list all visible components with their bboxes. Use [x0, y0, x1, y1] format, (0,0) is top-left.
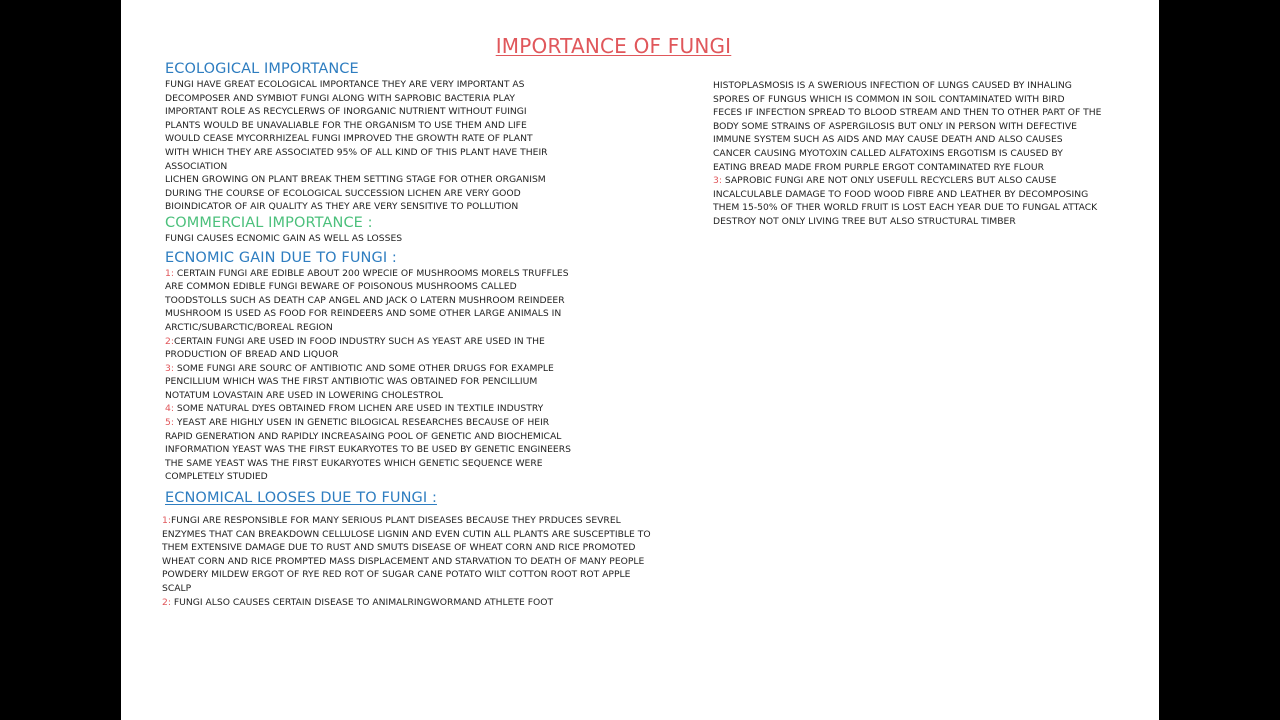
gain-item-2-first [165, 335, 675, 349]
right-line: FECES IF INFECTION SPREAD TO BLOOD STREAM AND THEN TO OTHER PART OF THE [713, 107, 1102, 119]
gain-item-5-line: INFORMATION YEAST WAS THE FIRST EUKARYOTES TO BE USED BY GENETIC ENGINEERS [165, 444, 571, 456]
gain-item-5-first [165, 416, 675, 430]
ecological-line: FUNGI HAVE GREAT ECOLOGICAL IMPORTANCE THEY ARE VERY IMPORTANT AS [165, 79, 525, 90]
loss-item-1-first [162, 514, 675, 528]
item-text: SOME NATURAL DYES OBTAINED FROM LICHEN ARE USED IN TEXTILE INDUSTRY [173, 403, 544, 415]
loss-item-1-line: ENZYMES THAT CAN BREAKDOWN CELLULOSE LIGNIN AND EVEN CUTIN ALL PLANTS ARE SUSCEPTIBLE TO [162, 528, 651, 540]
gain-item-4-first [165, 402, 675, 416]
right-line: EATING BREAD MADE FROM PURPLE ERGOT CONTAMINATED RYE FLOUR [713, 161, 1044, 173]
gain-item-5-line: THE SAME YEAST WAS THE FIRST EUKARYOTES WHICH GENETIC SEQUENCE WERE [165, 457, 543, 469]
right-column [713, 79, 1123, 229]
ecological-line: LICHEN GROWING ON PLANT BREAK THEM SETTING STAGE FOR OTHER ORGANISM [165, 174, 546, 186]
left-column [162, 60, 675, 609]
gain-item-1-line: ARE COMMON EDIBLE FUNGI BEWARE OF POISONOUS MUSHROOMS CALLED [165, 281, 517, 293]
gain-item-1-line: TOODSTOLLS SUCH AS DEATH CAP ANGEL AND JACK O LATERN MUSHROOM REINDEER [165, 294, 565, 306]
ecological-heading: ECOLOGICAL IMPORTANCE [165, 61, 359, 77]
gain-item-3-line: PENCILLIUM WHICH WAS THE FIRST ANTIBIOTIC WAS OBTAINED FOR PENCILLIUM [165, 376, 538, 388]
item-number: 1: [162, 515, 171, 527]
right-line: HISTOPLASMOSIS IS A SWERIOUS INFECTION OF LUNGS CAUSED BY INHALING [713, 80, 1072, 91]
ecological-line: WITH WHICH THEY ARE ASSOCIATED 95% OF ALL KIND OF THIS PLANT HAVE THEIR [165, 146, 548, 158]
right-item-3-first [713, 174, 1123, 188]
gain-item-5-line: COMPLETELY STUDIED [165, 471, 268, 483]
ecological-line: BIOINDICATOR OF AIR QUALITY AS THEY ARE VERY SENSITIVE TO POLLUTION [165, 201, 519, 213]
item-number: 4: [165, 403, 174, 415]
document-page [121, 0, 1159, 720]
gain-item-5-line: RAPID GENERATION AND RAPIDLY INCREASAING POOL OF GENETIC AND BIOCHEMICAL [165, 430, 562, 442]
commercial-line: FUNGI CAUSES ECNOMIC GAIN AS WELL AS LOSSES [165, 232, 403, 244]
gain-item-3-first [165, 362, 675, 376]
item-text: SOME FUNGI ARE SOURC OF ANTIBIOTIC AND SOME OTHER DRUGS FOR EXAMPLE [173, 362, 554, 374]
item-text: FUNGI ARE RESPONSIBLE FOR MANY SERIOUS PLANT DISEASES BECAUSE THEY PRDUCES SEVREL [170, 515, 621, 527]
gain-item-1-line: ARCTIC/SUBARCTIC/BOREAL REGION [165, 321, 333, 333]
loss-item-1-line: SCALP [162, 583, 192, 594]
right-line: CANCER CAUSING MYOTOXIN CALLED ALFATOXINS ERGOTISM IS CAUSED BY [713, 147, 1063, 159]
item-text: CERTAIN FUNGI ARE USED IN FOOD INDUSTRY SUCH AS YEAST ARE USED IN THE [173, 335, 545, 347]
gain-item-3-line: NOTATUM LOVASTAIN ARE USED IN LOWERING CHOLESTROL [165, 389, 443, 401]
right-line: SPORES OF FUNGUS WHICH IS COMMON IN SOIL CONTAMINATED WITH BIRD [713, 93, 1065, 105]
item-number: 5: [165, 417, 174, 429]
ecological-line: IMPORTANT ROLE AS RECYCLERWS OF INORGANIC NUTRIENT WITHOUT FUINGI [165, 106, 527, 118]
ecological-line: PLANTS WOULD BE UNAVALIABLE FOR THE ORGANISM TO USE THEM AND LIFE [165, 119, 527, 131]
loss-item-1-line: POWDERY MILDEW ERGOT OF RYE RED ROT OF SUGAR CANE POTATO WILT COTTON ROOT ROT APPLE [162, 569, 631, 581]
ecological-line: DURING THE COURSE OF ECOLOGICAL SUCCESSION LICHEN ARE VERY GOOD [165, 187, 521, 199]
page-title: IMPORTANCE OF FUNGI [495, 34, 732, 58]
item-number: 2: [162, 596, 171, 608]
item-number: 2: [165, 335, 174, 347]
item-number: 3: [165, 362, 174, 374]
loss-item-1-line: THEM EXTENSIVE DAMAGE DUE TO RUST AND SMUTS DISEASE OF WHEAT CORN AND RICE PROMOTED [162, 542, 636, 554]
right-item-3-line: THEM 15-50% OF THER WORLD FRUIT IS LOST EACH YEAR DUE TO FUNGAL ATTACK [713, 202, 1098, 214]
right-line: BODY SOME STRAINS OF ASPERGILOSIS BUT ONLY IN PERSON WITH DEFECTIVE [713, 120, 1077, 132]
ecological-line: ASSOCIATION [165, 160, 228, 172]
commercial-heading: COMMERCIAL IMPORTANCE : [165, 214, 373, 231]
item-text: YEAST ARE HIGHLY USEN IN GENETIC BILOGICAL RESEARCHES BECAUSE OF HEIR [173, 417, 550, 429]
gain-item-1-line: MUSHROOM IS USED AS FOOD FOR REINDEERS AND SOME OTHER LARGE ANIMALS IN [165, 308, 562, 320]
gain-item-1-first [165, 267, 675, 281]
item-text: FUNGI ALSO CAUSES CERTAIN DISEASE TO ANIMALRINGWORMAND ATHLETE FOOT [170, 596, 554, 608]
right-item-3-line: INCALCULABLE DAMAGE TO FOOD WOOD FIBRE AND LEATHER BY DECOMPOSING [713, 188, 1089, 200]
gain-item-2-line: PRODUCTION OF BREAD AND LIQUOR [165, 349, 339, 361]
item-text: SAPROBIC FUNGI ARE NOT ONLY USEFULL RECYCLERS BUT ALSO CAUSE [721, 175, 1057, 187]
right-line: IMMUNE SYSTEM SUCH AS AIDS AND MAY CAUSE DEATH AND ALSO CAUSES [713, 134, 1063, 146]
ecological-line: DECOMPOSER AND SYMBIOT FUNGI ALONG WITH SAPROBIC BACTERIA PLAY [165, 92, 515, 104]
item-text: CERTAIN FUNGI ARE EDIBLE ABOUT 200 WPECIE OF MUSHROOMS MORELS TRUFFLES [173, 267, 569, 279]
item-number: 1: [165, 267, 174, 279]
gain-heading: ECNOMIC GAIN DUE TO FUNGI : [165, 249, 397, 266]
right-item-3-line: DESTROY NOT ONLY LIVING TREE BUT ALSO STRUCTURAL TIMBER [713, 215, 1016, 227]
loss-item-1-line: WHEAT CORN AND RICE PROMPTED MASS DISPLACEMENT AND STARVATION TO DEATH OF MANY PEOPLE [162, 555, 645, 567]
losses-heading: ECNOMICAL LOOSES DUE TO FUNGI : [165, 490, 437, 507]
item-number: 3: [713, 175, 722, 187]
ecological-line: WOULD CEASE MYCORRHIZEAL FUNGI IMPROVED THE GROWTH RATE OF PLANT [165, 133, 533, 145]
loss-item-2-first [162, 596, 675, 610]
